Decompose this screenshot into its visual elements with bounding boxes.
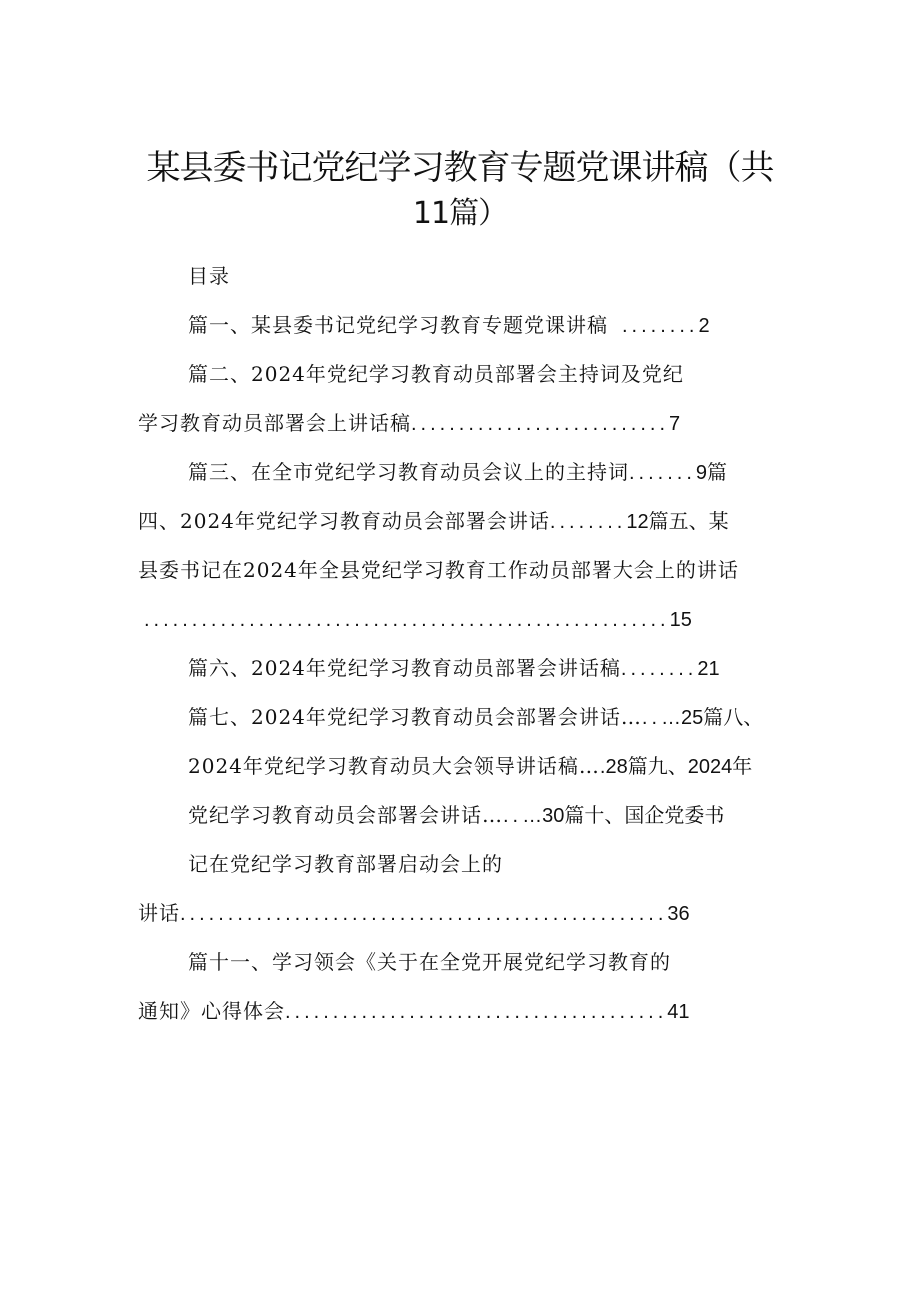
toc-leader-dots: ................................................... <box>180 903 668 925</box>
toc-entry-text: 篇一、某县委书记党纪学习教育专题党课讲稿 <box>188 313 608 337</box>
toc-page-number: …25篇八、 <box>661 707 764 729</box>
document-title-line-2: 11篇） <box>412 196 508 231</box>
toc-entry-4[interactable] <box>138 507 729 536</box>
toc-page-number: .28篇九、2024年 <box>599 756 753 778</box>
toc-page-number: 12篇五、某 <box>626 511 729 533</box>
toc-entry-10-continued[interactable] <box>138 899 690 928</box>
toc-entry-7[interactable] <box>188 703 763 732</box>
toc-leader-dots: ........ <box>549 511 627 533</box>
toc-page-number: 7 <box>669 413 681 435</box>
toc-leader-dots: ........................................ <box>285 1001 668 1023</box>
document-title-line-1: 某县委书记党纪学习教育专题党课讲稿（共 <box>146 148 774 188</box>
toc-entry-10[interactable] <box>188 850 503 878</box>
toc-entry-2[interactable] <box>188 360 684 388</box>
toc-entry-text: 讲话 <box>138 901 180 925</box>
toc-page-number: 41 <box>667 1001 690 1023</box>
toc-entry-6[interactable] <box>188 654 720 683</box>
toc-entry-1[interactable] <box>188 311 710 340</box>
toc-entry-8[interactable] <box>188 752 752 781</box>
toc-entry-text: 篇三、在全市党纪学习教育动员会议上的主持词 <box>188 460 629 484</box>
toc-leader-dots: ........................... <box>411 413 670 435</box>
toc-page-number: 9篇 <box>695 462 728 484</box>
toc-entry-11-continued[interactable] <box>138 997 690 1026</box>
toc-entry-text: 四、2024年党纪学习教育动员会部署会讲话 <box>138 509 550 533</box>
toc-entry-text: 通知》心得体会 <box>138 999 285 1023</box>
toc-entry-2-continued[interactable] <box>138 409 680 438</box>
toc-entry-text: 2024年党纪学习教育动员大会领导讲话稿… <box>188 754 600 778</box>
toc-entry-9[interactable] <box>188 801 724 830</box>
toc-leader-dots: ....................................................... <box>144 609 670 631</box>
toc-entry-11[interactable] <box>188 948 671 976</box>
toc-page-number: 21 <box>697 658 720 680</box>
toc-page-number: 36 <box>667 903 690 925</box>
toc-entry-text: 篇二、2024年党纪学习教育动员部署会主持词及党纪 <box>188 362 684 386</box>
toc-entry-text: 县委书记在2024年全县党纪学习教育工作动员部署大会上的讲话 <box>138 558 739 582</box>
toc-entry-text: 记在党纪学习教育部署启动会上的 <box>188 852 503 876</box>
toc-leader-dots: .. <box>503 805 523 827</box>
toc-leader-dots: .. <box>641 707 662 729</box>
toc-entry-text: 篇七、2024年党纪学习教育动员会部署会讲话… <box>188 705 642 729</box>
toc-entry-3[interactable] <box>188 458 727 487</box>
toc-heading: 目录 <box>188 264 230 288</box>
toc-entry-text: 学习教育动员部署会上讲话稿 <box>138 411 411 435</box>
toc-entry-text: 篇六、2024年党纪学习教育动员部署会讲话稿 <box>188 656 621 680</box>
toc-entry-text: 篇十一、学习领会《关于在全党开展党纪学习教育的 <box>188 950 671 974</box>
toc-entry-5-continued[interactable] <box>144 605 692 634</box>
toc-entry-5[interactable] <box>138 556 739 584</box>
toc-page-number: 15 <box>669 609 692 631</box>
toc-entry-text: 党纪学习教育动员会部署会讲话… <box>188 803 503 827</box>
toc-page-number: …30篇十、国企党委书 <box>522 805 725 827</box>
toc-leader-dots: ........ <box>622 315 699 337</box>
toc-leader-dots: ........ <box>620 658 698 680</box>
toc-leader-dots: ....... <box>629 462 696 484</box>
toc-page-number: 2 <box>698 315 710 337</box>
